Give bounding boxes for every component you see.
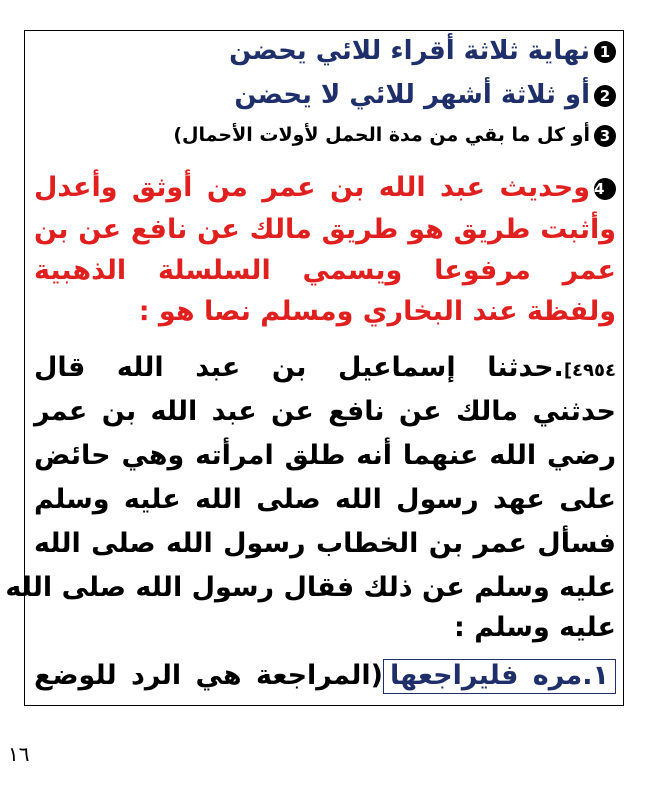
hadith-line-1 xyxy=(34,352,616,383)
point-3 xyxy=(34,124,616,147)
number-badge-3: 3 xyxy=(594,125,616,147)
boxed-phrase: ١.مره فليراجعها xyxy=(383,659,616,694)
hadith-tail: (المراجعة هي الرد للوضع xyxy=(34,660,383,691)
red-line-3: ولفظة عند البخاري ومسلم نصا هو : xyxy=(138,296,616,327)
point-4 xyxy=(34,172,616,203)
hadith-line-5: فسأل عمر بن الخطاب رسول الله صلى الله xyxy=(34,528,616,559)
hadith-line-4: على عهد رسول الله صلى الله عليه وسلم xyxy=(34,484,616,515)
hadith-first-line: .حدثنا إسماعيل بن عبد الله قال xyxy=(34,352,564,383)
hadith-line-2: حدثني مالك عن نافع عن عبد الله بن عمر xyxy=(34,396,616,427)
number-badge-2: 2 xyxy=(594,85,616,107)
point-4-text: وحديث عبد الله بن عمر من أوثق وأعدل xyxy=(34,172,590,203)
hadith-line-7: عليه وسلم : xyxy=(454,612,616,643)
hadith-number: ٤٩٥٤] xyxy=(563,360,616,381)
hadith-line-3: رضي الله عنهما أنه طلق امرأته وهي حائض xyxy=(34,440,616,471)
hadith-line-8 xyxy=(34,660,616,691)
hadith-line-6: عليه وسلم عن ذلك فقال رسول الله صلى الله xyxy=(5,572,616,603)
red-line-1: وأثبت طريق هو طريق مالك عن نافع عن بن xyxy=(34,214,616,245)
point-1-text: نهاية ثلاثة أقراء للائي يحضن xyxy=(229,36,590,66)
number-badge-4: 4 xyxy=(594,178,616,200)
point-3-text: أو كل ما بقي من مدة الحمل لأولات الأحمال) xyxy=(173,124,590,146)
page-number: ١٦ xyxy=(8,742,30,766)
point-1 xyxy=(34,36,616,66)
point-2 xyxy=(34,80,616,110)
point-2-text: أو ثلاثة أشهر للائي لا يحضن xyxy=(234,80,590,110)
number-badge-1: 1 xyxy=(594,41,616,63)
red-line-2: عمر مرفوعا ويسمي السلسلة الذهبية xyxy=(34,255,616,286)
